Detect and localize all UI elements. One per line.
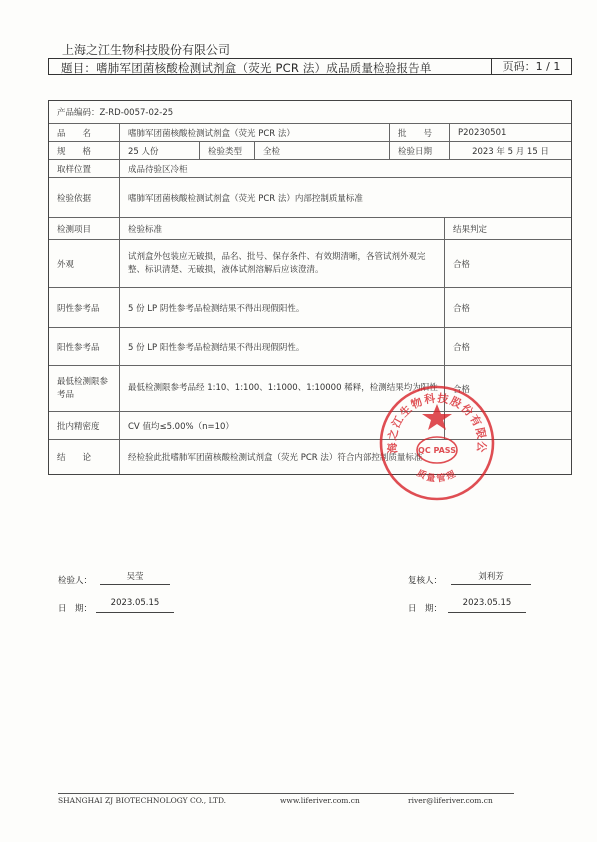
- title-bar: [48, 58, 572, 75]
- item-name: 最低检测限参考品: [57, 376, 109, 400]
- name-value: 嗜肺军团菌核酸检测试剂盒（荧光 PCR 法）: [119, 124, 389, 141]
- spec-label: 规 格: [57, 146, 92, 157]
- seal-text: 海之江生物科技股份有限公: [385, 391, 489, 455]
- reviewer-label: 复核人：: [408, 576, 443, 586]
- item-standard: CV 值均≤5.00%（n=10）: [119, 412, 444, 439]
- location-row: [49, 159, 571, 177]
- header-result: 结果判定: [444, 218, 571, 239]
- date-value: 2023 年 5 月 15 日: [449, 142, 571, 159]
- basis-label: 检验依据: [57, 193, 92, 204]
- header-item: 检测项目: [57, 224, 92, 235]
- batch-label: 批 号: [389, 124, 449, 141]
- date-right: 2023.05.15: [448, 598, 526, 613]
- document-title: 题目：嗜肺军团菌核酸检测试剂盒（荧光 PCR 法）成品质量检验报告单: [61, 61, 432, 75]
- name-label: 品 名: [57, 128, 92, 139]
- seal-bottom-text: 质量管理: [414, 468, 460, 485]
- svg-text:质量管理: [415, 467, 459, 485]
- company-name: 上海之江生物科技股份有限公司: [62, 43, 231, 57]
- footer-website: www.liferiver.com.cn: [280, 796, 360, 805]
- page-number: 页码：1 / 1: [491, 59, 571, 74]
- item-result: 合格: [444, 288, 571, 327]
- date-label-left: 日 期：: [58, 604, 93, 614]
- date-label-right: 日 期：: [408, 604, 443, 614]
- date-left: 2023.05.15: [96, 598, 174, 613]
- product-code-row: [49, 101, 571, 123]
- item-result: 合格: [444, 366, 571, 411]
- table-row: [49, 287, 571, 327]
- basis-row: [49, 177, 571, 217]
- item-name: 外观: [57, 259, 75, 270]
- basis-value: 嗜肺军团菌核酸检测试剂盒（荧光 PCR 法）内部控制质量标准: [119, 178, 571, 217]
- type-label: 检验类型: [199, 142, 254, 159]
- item-result: 合格: [444, 328, 571, 365]
- item-name: 阳性参考品: [57, 342, 100, 353]
- footer-company: SHANGHAI ZJ BIOTECHNOLOGY CO., LTD.: [58, 796, 227, 805]
- table-row: [49, 327, 571, 365]
- footer-divider: [58, 793, 514, 794]
- loc-label: 取样位置: [57, 164, 92, 175]
- type-value: 全检: [254, 142, 389, 159]
- spec-row: [49, 141, 571, 159]
- header-standard: 检验标准: [119, 218, 444, 239]
- batch-value: P20230501: [449, 124, 571, 141]
- item-result: 合格: [444, 240, 571, 287]
- spec-value: 25 人份: [119, 142, 199, 159]
- reviewer-name: 刘利芳: [451, 570, 531, 585]
- product-code: 产品编码：Z-RD-0057-02-25: [57, 108, 174, 118]
- table-row: [49, 239, 571, 287]
- item-standard: 最低检测限参考品经 1:10、1:100、1:1000、1:10000 稀释，检测结果均为阳性: [119, 366, 444, 411]
- conclusion-value: 经检验此批嗜肺军团菌核酸检测试剂盒（荧光 PCR 法）符合内部控制质量标准: [119, 440, 571, 474]
- item-standard: 5 份 LP 阳性参考品检测结果不得出现假阴性。: [119, 328, 444, 365]
- inspector-name: 吴莹: [100, 570, 170, 585]
- item-standard: 5 份 LP 阴性参考品检测结果不得出现假阳性。: [119, 288, 444, 327]
- product-name-row: [49, 123, 571, 141]
- item-name: 批内精密度: [57, 421, 100, 432]
- company-seal: [378, 384, 496, 502]
- loc-value: 成品待验区冷柜: [119, 160, 571, 177]
- seal-badge: QC PASS: [418, 446, 456, 455]
- footer-email: river@liferiver.com.cn: [408, 796, 493, 805]
- date-label: 检验日期: [389, 142, 449, 159]
- items-header-row: [49, 217, 571, 239]
- conclusion-label: 结 论: [57, 453, 92, 463]
- item-standard: 试剂盒外包装应无破损，品名、批号、保存条件、有效期清晰，各管试剂外观完整、标识清楚、无破损，液体试剂溶解后应该澄清。: [119, 240, 444, 287]
- inspector-label: 检验人：: [58, 576, 93, 586]
- item-name: 阴性参考品: [57, 303, 100, 314]
